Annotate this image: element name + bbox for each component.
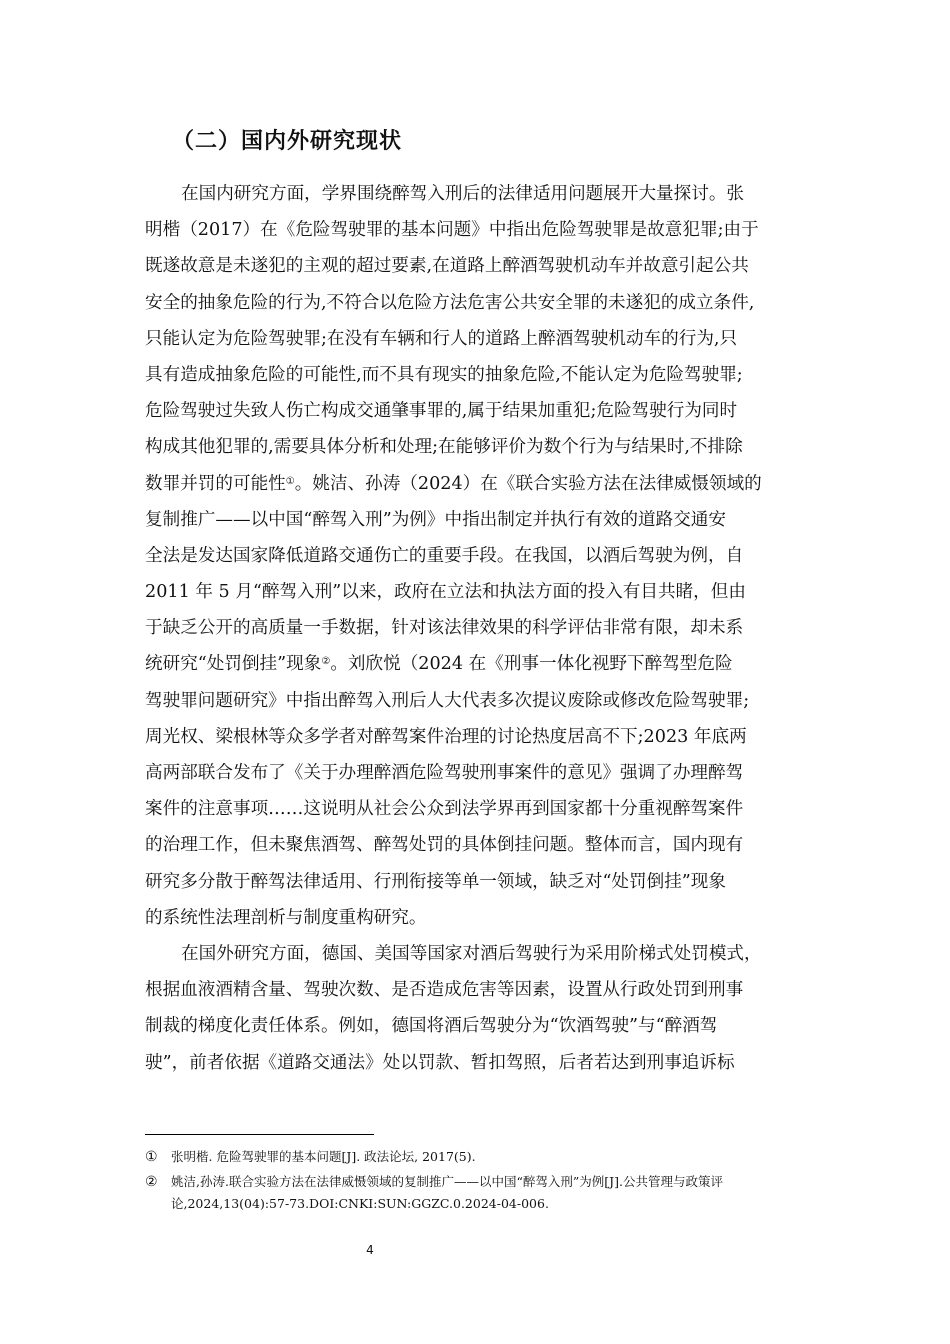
paragraph-line: 构成其他犯罪的,需要具体分析和处理;在能够评价为数个行为与结果时,不排除 xyxy=(145,437,743,458)
line-text: 。姚洁、孙涛（2024）在《联合实验方法在法律威慑领域的 xyxy=(294,473,762,494)
paragraph-line: 案件的注意事项……这说明从社会公众到法学界再到国家都十分重视醉驾案件 xyxy=(145,799,744,820)
body-text xyxy=(145,176,805,1081)
paragraph-line: 高两部联合发布了《关于办理醉酒危险驾驶刑事案件的意见》强调了办理醉驾 xyxy=(145,763,744,783)
paragraph-line: 于缺乏公开的高质量一手数据，针对该法律效果的科学评估非常有限，却未系 xyxy=(145,618,744,639)
paragraph-line: 危险驾驶过失致人伤亡构成交通肇事罪的,属于结果加重犯;危险驾驶行为同时 xyxy=(145,401,738,422)
paragraph-line: 安全的抽象危险的行为,不符合以危险方法危害公共安全罪的未遂犯的成立条件, xyxy=(145,292,755,313)
footnote-mark: ① xyxy=(145,1149,158,1165)
paragraph-line: 复制推广——以中国“醉驾入刑”为例》中指出制定并执行有效的道路交通安 xyxy=(145,509,726,530)
paragraph-line: 周光权、梁根林等众多学者对醉驾案件治理的讨论热度居高不下;2023 年底两 xyxy=(145,726,747,747)
paragraph-line: 驶”，前者依据《道路交通法》处以罚款、暂扣驾照，后者若达到刑事追诉标 xyxy=(145,1052,735,1073)
paragraph-line: 在国外研究方面，德国、美国等国家对酒后驾驶行为采用阶梯式处罚模式， xyxy=(181,943,762,964)
footnote-ref-1[interactable]: ① xyxy=(285,475,295,487)
paragraph-line xyxy=(145,646,805,682)
paragraph-line: 制裁的梯度化责任体系。例如，德国将酒后驾驶分为“饮酒驾驶”与“醉酒驾 xyxy=(145,1016,718,1037)
footnotes xyxy=(145,1146,805,1218)
footnote-1 xyxy=(145,1146,805,1168)
paragraph-line: 既遂故意是未遂犯的主观的超过要素,在道路上醉酒驾驶机动车并故意引起公共 xyxy=(145,256,749,277)
footnote-mark: ② xyxy=(145,1174,158,1190)
footnote-text: 张明楷. 危险驾驶罪的基本问题[J]. 政法论坛, 2017(5). xyxy=(171,1149,476,1164)
paragraph-line: 2011 年 5 月“醉驾入刑”以来，政府在立法和执法方面的投入有目共睹，但由 xyxy=(145,582,746,603)
paragraph-line: 的治理工作，但未聚焦酒驾、醉驾处罚的具体倒挂问题。整体而言，国内现有 xyxy=(145,835,744,856)
paragraph-line: 研究多分散于醉驾法律适用、行刑衔接等单一领域，缺乏对“处罚倒挂”现象 xyxy=(145,871,726,892)
paragraph-line: 只能认定为危险驾驶罪;在没有车辆和行人的道路上醉酒驾驶机动车的行为,只 xyxy=(145,328,738,349)
line-text: 数罪并罚的可能性 xyxy=(145,473,286,494)
line-text: 统研究“处罚倒挂”现象 xyxy=(145,654,322,675)
footnote-ref-2[interactable]: ② xyxy=(321,656,331,668)
paragraph-line: 全法是发达国家降低道路交通伤亡的重要手段。在我国，以酒后驾驶为例，自 xyxy=(145,545,744,566)
section-heading: （二）国内外研究现状 xyxy=(172,129,403,154)
footnote-2 xyxy=(145,1171,805,1215)
line-text: 。刘欣悦（2024 在《刑事一体化视野下醉驾型危险 xyxy=(330,654,733,675)
footnote-separator xyxy=(145,1134,374,1135)
footnote-text: 姚洁,孙涛.联合实验方法在法律威慑领域的复制推广——以中国“醉驾入刑”为例[J].公共管理与政策评论,2024,13(04):57-73.DOI:CNKI:SUN:GGZC.0.2024-04-006. xyxy=(171,1174,723,1211)
paragraph-line: 在国内研究方面，学界围绕醉驾入刑后的法律适用问题展开大量探讨。张 xyxy=(181,184,745,204)
paragraph-line: 驾驶罪问题研究》中指出醉驾入刑后人大代表多次提议废除或修改危险驾驶罪; xyxy=(145,690,750,711)
paragraph-line: 具有造成抽象危险的可能性,而不具有现实的抽象危险,不能认定为危险驾驶罪; xyxy=(145,364,743,385)
page-number: 4 xyxy=(366,1243,374,1257)
paragraph-line: 明楷（2017）在《危险驾驶罪的基本问题》中指出危险驾驶罪是故意犯罪;由于 xyxy=(145,220,759,241)
paragraph-line: 根据血液酒精含量、驾驶次数、是否造成危害等因素，设置从行政处罚到刑事 xyxy=(145,980,744,1001)
paragraph-line xyxy=(145,466,805,502)
paragraph-line: 的系统性法理剖析与制度重构研究。 xyxy=(145,907,427,928)
